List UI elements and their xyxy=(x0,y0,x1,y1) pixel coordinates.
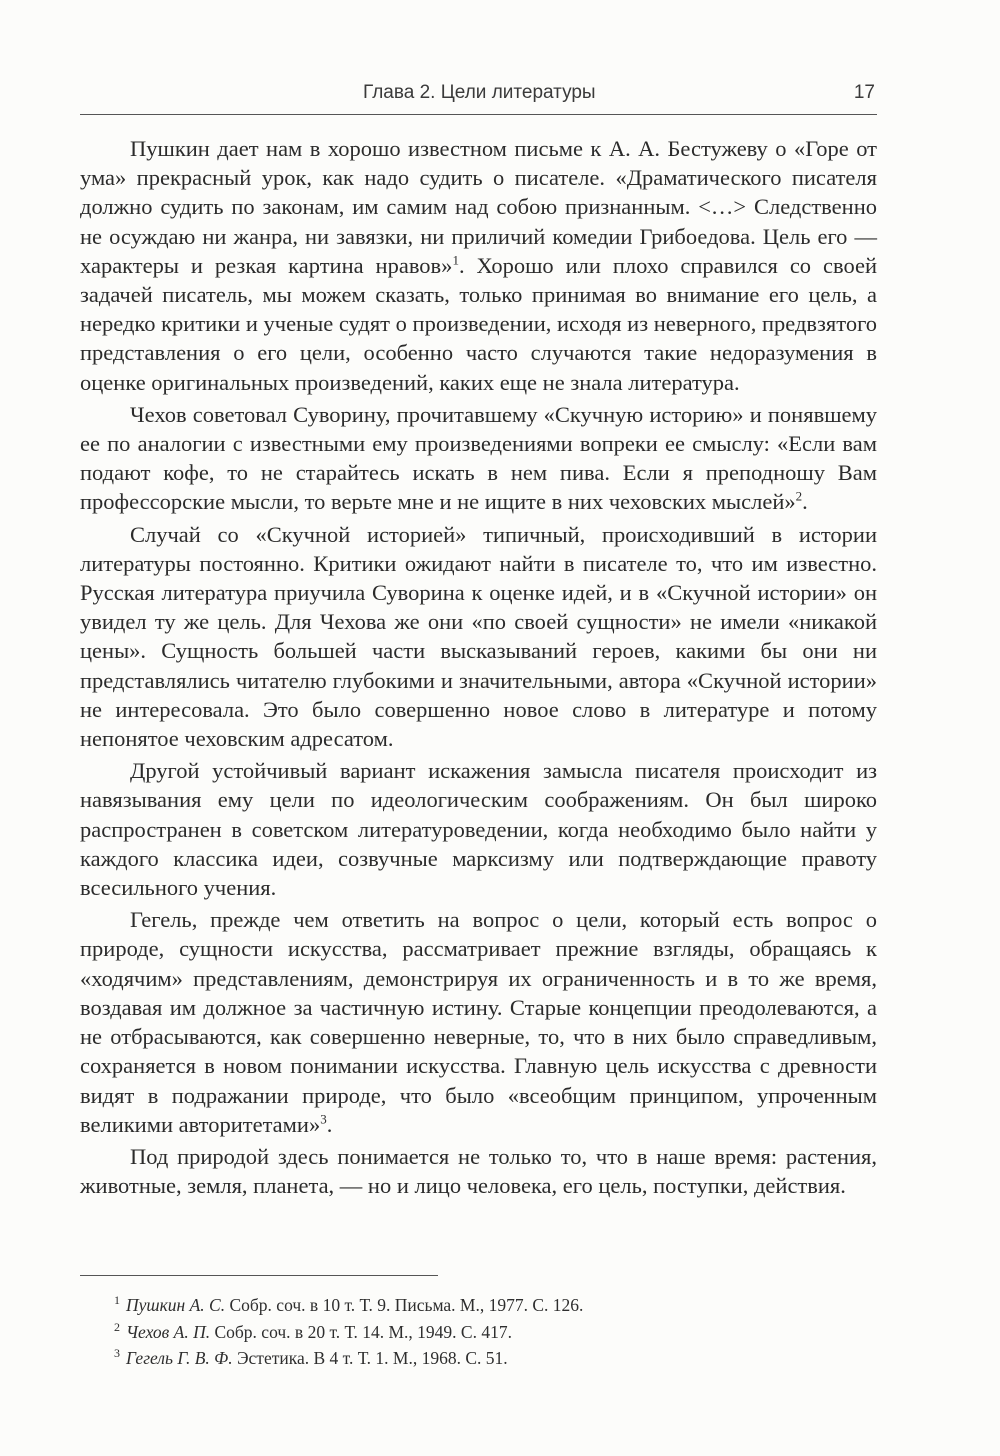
paragraph-text: . Хорошо или плохо справился со своей задачей писатель, мы можем сказать, только принимая во внимание его цель, а нередко критики и ученые судят о произведении, исходя из неверного, предвзятого представления о его цели, особенно часто случаются такие недоразумения в оценке оригинальных произведений, каких еще не знала литература. xyxy=(80,252,878,395)
footnote-ref-2: 2 xyxy=(795,488,803,504)
footnote-text: Эстетика. В 4 т. Т. 1. М., 1968. С. 51. xyxy=(232,1348,508,1368)
paragraph-6: Под природой здесь понимается не только то, что в наше время: растения, животные, земля, планета, — но и лицо человека, его цель, поступки, действия. xyxy=(80,1143,877,1199)
footnote-2 xyxy=(114,1319,874,1346)
footnote-ref-3: 3 xyxy=(320,1111,327,1127)
footnote-3 xyxy=(114,1345,874,1372)
running-head xyxy=(80,82,877,112)
header-rule xyxy=(80,114,877,115)
paragraph-text: Гегель, прежде чем ответить на вопрос о цели, который есть вопрос о природе, сущности искусства, рассматривает прежние взгляды, обращаясь к «ходячим» представлениям, демонстрируя их ограниченность и в то же время, воздавая им должное за частичную истину. Старые концепции преодолеваются, а не отбрасываются, как совершенно неверные, то, что в них было справедливым, сохраняется в новом понимании искусства. Главную цель искусства с древности видят в подражании природе, что было «всеобщим принципом, упроченным великими авторитетами» xyxy=(80,907,877,1137)
paragraph-text: . xyxy=(802,489,808,515)
paragraph-3: Случай со «Скучной историей» типичный, происходивший в истории литературы постоянно. Критики ожидают найти в писателе то, что им известно. Русская литература приучила Суворина к оценке идей, и в «Скучной истории» он увидел ту же цель. Для Чехова же они «по своей сущности» не имели «никакой цены». Сущность большей части высказываний героев, какими бы они ни представлялись читателю глубокими и значительными, автора «Скучной истории» не интересовала. Это было совершенно новое слово в литературе и потому непонятое чеховским адресатом. xyxy=(80,521,877,752)
main-text xyxy=(80,134,877,1203)
footnote-author: Чехов А. П. xyxy=(126,1321,211,1342)
footnote-text: Собр. соч. в 20 т. Т. 14. М., 1949. С. 417. xyxy=(210,1321,512,1342)
page-number: 17 xyxy=(853,82,875,103)
paragraph-text: . xyxy=(326,1111,333,1137)
chapter-title: Глава 2. Цели литературы xyxy=(363,82,596,103)
footnote-author: Гегель Г. В. Ф. xyxy=(126,1348,233,1368)
paragraph-text: Чехов советовал Суворину, прочитавшему «Скучную историю» и понявшему ее по аналогии с известными ему произведениями вопреки ее смыслу: «Если вам подают кофе, то не старайтесь искать в нем пива. Если я преподношу Вам профессорские мысли, то верьте мне и не ищите в них чеховских мыслей» xyxy=(80,401,877,515)
footnotes xyxy=(114,1292,874,1372)
paragraph-2 xyxy=(80,400,877,517)
footnote-ref-1: 1 xyxy=(452,252,459,268)
footnote-rule xyxy=(80,1275,438,1276)
footnote-1 xyxy=(114,1292,874,1319)
footnote-number: 2 xyxy=(114,1319,120,1334)
footnote-number: 3 xyxy=(114,1346,120,1361)
footnote-author: Пушкин А. С. xyxy=(126,1295,226,1315)
footnote-number: 1 xyxy=(114,1293,120,1308)
footnote-text: Собр. соч. в 10 т. Т. 9. Письма. М., 1977. С. 126. xyxy=(225,1295,584,1315)
paragraph-text: Пушкин дает нам в хорошо известном письме к А. А. Бестужеву о «Горе от ума» прекрасный урок, как надо судить о писателе. «Драматического писателя должно судить по законам, им самим над собою признанным. <…> Следственно не осуждаю ни жанра, ни завязки, ни приличий комедии Грибоедова. Цель его — характеры и резкая картина нравов» xyxy=(80,136,877,278)
paragraph-4: Другой устойчивый вариант искажения замысла писателя происходит из навязывания ему цели по идеологическим соображениям. Он был широко распространен в советском литературоведении, когда необходимо было найти у каждого классика идеи, созвучные марксизму или подтверждающие правоту всесильного учения. xyxy=(80,758,877,901)
paragraph-1 xyxy=(80,134,877,397)
paragraph-5 xyxy=(80,905,877,1139)
